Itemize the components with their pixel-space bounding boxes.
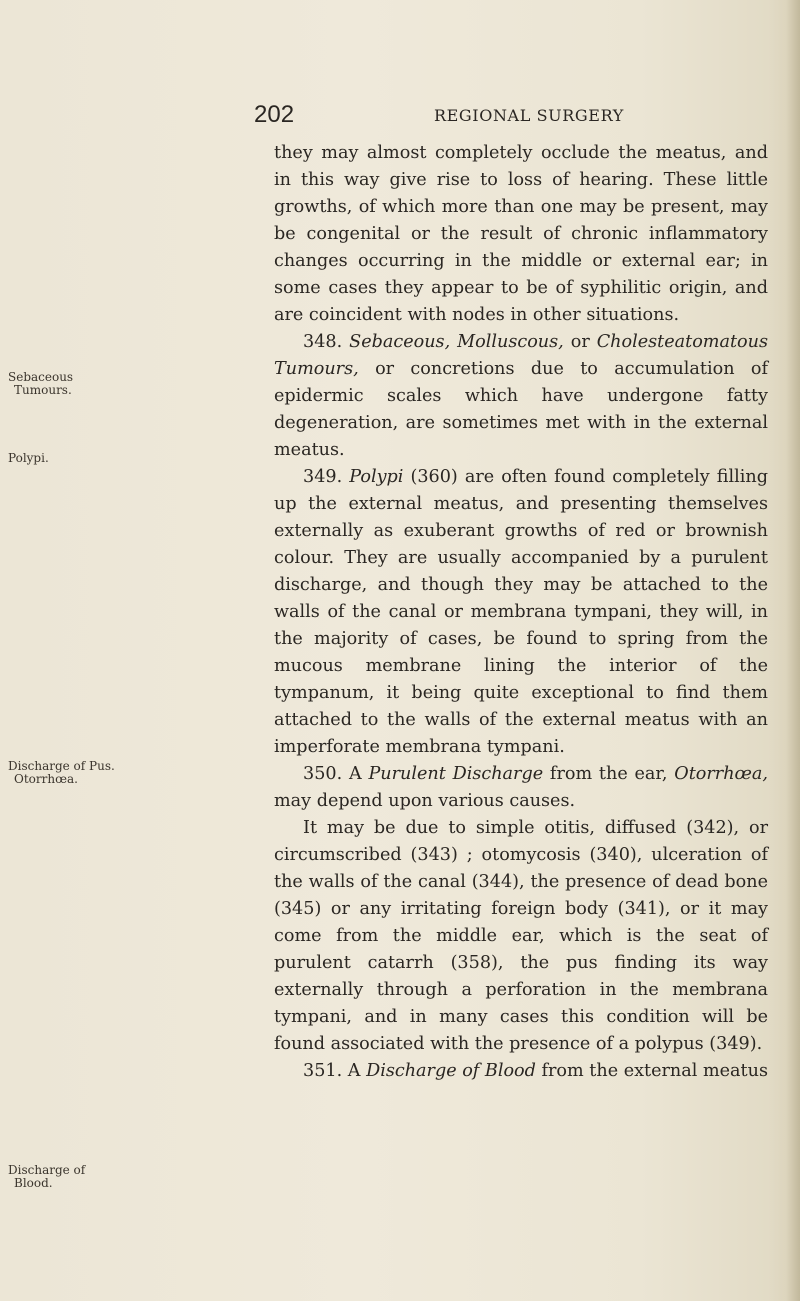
page-edge-shadow: [786, 0, 800, 1301]
paragraph-348-text: or concretions due to accumulation of epidermic scales which have undergone fatty degeneration, are sometimes met with in the external meatus.: [274, 359, 768, 460]
page-number: 202: [254, 101, 295, 128]
margin-note-sebaceous: [8, 371, 73, 397]
term-otorrhoea: Otorrhœa,: [674, 764, 768, 784]
paragraph-350-mid: from the ear,: [543, 764, 675, 784]
term-polypi: Polypi: [349, 467, 404, 487]
paragraph-continued: they may almost completely occlude the meatus, and in this way give rise to loss of hearing. These little growths, of which more than one may be present, may be congenital or the result of chronic inflammatory changes occurring in the middle or external ear; in some cases they appear to be of syphilitic origin, and are coincident with nodes in other situations.: [274, 143, 768, 325]
margin-note-polypi-text: Polypi.: [8, 451, 49, 465]
margin-note-discharge-pus: [8, 760, 115, 786]
margin-note-discharge-blood-line2: Blood.: [14, 1176, 53, 1190]
margin-note-discharge-pus-line1: Discharge of Pus.: [8, 759, 115, 773]
paragraph-number-351: 351.: [303, 1061, 343, 1081]
term-discharge-of-blood: Discharge of Blood: [366, 1061, 536, 1081]
paragraph-350-a: A: [342, 764, 369, 784]
body-text: [274, 140, 768, 1085]
margin-note-discharge-blood: [8, 1164, 85, 1190]
paragraph-351: [274, 1058, 768, 1085]
margin-note-discharge-blood-line1: Discharge of: [8, 1163, 86, 1177]
term-purulent-discharge: Purulent Discharge: [368, 764, 544, 784]
paragraph-350-text: may depend upon various causes.: [274, 791, 576, 811]
paragraph-number-348: 348.: [303, 332, 343, 352]
paragraph-351-a: A: [342, 1061, 367, 1081]
paragraph-349: [274, 464, 768, 761]
paragraph-number-349: 349.: [303, 467, 343, 487]
margin-note-polypi: [8, 452, 49, 465]
margin-note-sebaceous-line2: Tumours.: [14, 383, 72, 397]
paragraph-350: [274, 761, 768, 815]
margin-note-sebaceous-line1: Sebaceous: [8, 370, 74, 384]
paragraph-350-continued: It may be due to simple otitis, diffused (342), or circumscribed (343) ; otomycosis (340), ulceration of the walls of the canal (344), the presence of dead bone (345) or any irritating foreign body (341), or it may come from the middle ear, which is the seat of purulent catarrh (358), the pus finding its way externally through a perforation in the membrana tympani, and in many cases this condition will be found associated with the presence of a polypus (349).: [274, 818, 768, 1054]
paragraph-348: [274, 329, 768, 464]
term-cholesteatomatous-tumours: Cholesteatomatous Tumours,: [274, 332, 768, 379]
running-head: REGIONAL SURGERY: [434, 106, 624, 125]
paragraph-351-text: from the external meatus: [535, 1061, 768, 1081]
paragraph-348-or: or: [563, 332, 597, 352]
page-header: [0, 100, 800, 130]
margin-note-discharge-pus-line2: Otorrhœa.: [14, 772, 78, 786]
paragraph-349-text: (360) are often found completely filling up the external meatus, and presenting themselves externally as exuberant growths of red or brownish colour. They are usually accompanied by a purulent discharge, and though they may be attached to the walls of the canal or membrana tympani, they will, in the majority of cases, be found to spring from the mucous membrane lining the interior of the tympanum, it being quite exceptional to find them attached to the walls of the external meatus with an imperforate membrana tympani.: [274, 467, 769, 757]
paragraph-number-350: 350.: [303, 764, 343, 784]
term-sebaceous-molluscous: Sebaceous, Molluscous,: [349, 332, 564, 352]
